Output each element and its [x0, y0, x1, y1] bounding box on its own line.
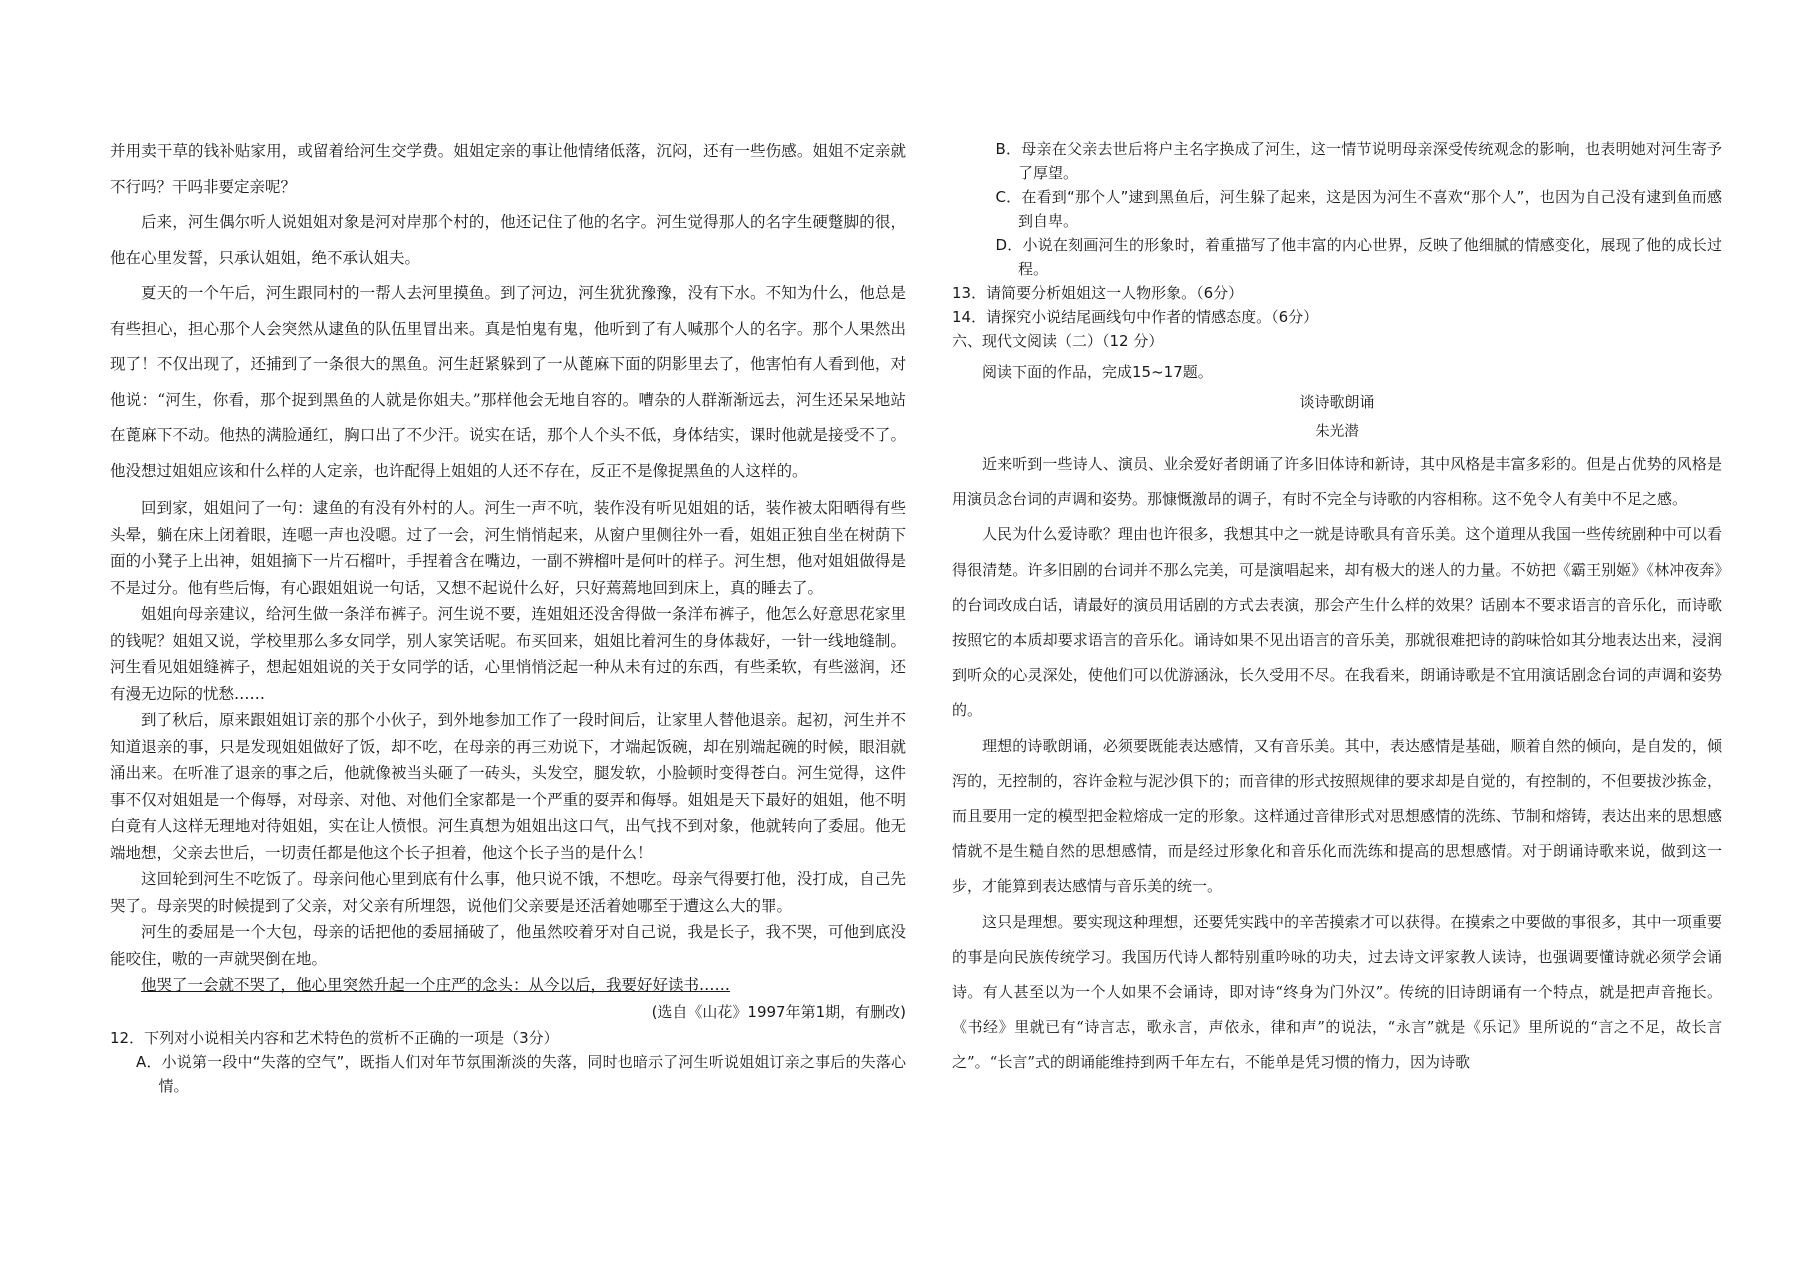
- left-column: [110, 134, 906, 1098]
- section-6-heading: 六、现代文阅读（二）（12 分）: [952, 332, 1164, 350]
- story-paragraph-4: 回到家，姐姐问了一句：逮鱼的有没有外村的人。河生一声不吭，装作没有听见姐姐的话，装作被太阳晒得有些头晕，躺在床上闭着眼，连嗯一声也没嗯。过了一会，河生悄悄起来，从窗户里侧往外一看，姐姐正独自坐在树荫下面的小凳子上出神，姐姐摘下一片石榴叶，手捏着含在嘴边，一副不辨榴叶是何叶的样子。河生想，他对姐姐做得是不是过分。他有些后悔，有心跟姐姐说一句话，又想不起说什么好，只好蔫蔫地回到床上，真的睡去了。: [110, 499, 906, 597]
- story-paragraph-8: 河生的委屈是一个大包，母亲的话把他的委屈捅破了，他虽然咬着牙对自己说，我是长子，我不哭，可他到底没能咬住，嗷的一声就哭倒在地。: [110, 923, 906, 968]
- essay-paragraph-3: 理想的诗歌朗诵，必须要既能表达感情，又有音乐美。其中，表达感情是基础，顺着自然的倾向，是自发的，倾泻的，无控制的，容许金粒与泥沙俱下的；而音律的形式按照规律的要求却是自觉的，有控制的，不但要拔沙拣金，而且要用一定的模型把金粒熔成一定的形象。这样通过音律形式对思想感情的洗练、节制和熔铸，表达出来的思想感情就不是生糙自然的思想感情，而是经过形象化和音乐化而洗练和提高的思想感情。对于朗诵诗歌来说，做到这一步，才能算到表达感情与音乐美的统一。: [952, 736, 1722, 896]
- essay-paragraph-1: 近来听到一些诗人、演员、业余爱好者朗诵了许多旧体诗和新诗，其中风格是丰富多彩的。但是占优势的风格是用演员念台词的声调和姿势。那慷慨激昂的调子，有时不完全与诗歌的内容相称。这不免令人有美中不足之感。: [952, 455, 1722, 509]
- story-paragraph-1: 并用卖干草的钱补贴家用，或留着给河生交学费。姐姐定亲的事让他情绪低落，沉闷，还有一些伤感。姐姐不定亲就不行吗？干吗非要定亲呢？: [110, 142, 906, 196]
- story-paragraph-3: 夏天的一个午后，河生跟同村的一帮人去河里摸鱼。到了河边，河生犹犹豫豫，没有下水。不知为什么，他总是有些担心，担心那个人会突然从逮鱼的队伍里冒出来。真是怕鬼有鬼，他听到了有人喊那个人的名字。那个人果然出现了！不仅出现了，还捕到了一条很大的黑鱼。河生赶紧躲到了一从蓖麻下面的阴影里去了，他害怕有人看到他，对他说：“河生，你看，那个捉到黑鱼的人就是你姐夫。”那样他会无地自容的。嘈杂的人群渐渐远去，河生还呆呆地站在蓖麻下不动。他热的满脸通红，胸口出了不少汗。说实在话，那个人个头不低，身体结实，课时他就是接受不了。他没想过姐姐应该和什么样的人定亲，也许配得上姐姐的人还不存在，反正不是像捉黑鱼的人这样的。: [110, 284, 906, 480]
- story-underlined-ending: 他哭了一会就不哭了，他心里突然升起一个庄严的念头：从今以后，我要好好读书……: [141, 976, 731, 994]
- essay-author: 朱光潜: [1315, 424, 1359, 440]
- essay-title: 谈诗歌朗诵: [1299, 393, 1375, 411]
- question-12-option-a: A．小说第一段中“失落的空气”，既指人们对年节氛围渐淡的失落，同时也暗示了河生听说姐姐订亲之事后的失落心情。: [136, 1052, 906, 1095]
- question-12-stem: 12．下列对小说相关内容和艺术特色的赏析不正确的一项是（3分）: [110, 1028, 559, 1047]
- story-paragraph-2: 后来，河生偶尔听人说姐姐对象是河对岸那个村的，他还记住了他的名字。河生觉得那人的名字生硬蹩脚的很，他在心里发誓，只承认姐姐，绝不承认姐夫。: [110, 213, 906, 267]
- right-column: [952, 137, 1722, 1081]
- story-paragraph-5: 姐姐向母亲建议，给河生做一条洋布裤子。河生说不要，连姐姐还没舍得做一条洋布裤子，他怎么好意思花家里的钱呢？姐姐又说，学校里那么多女同学，别人家笑话呢。布买回来，姐姐比着河生的身体裁好，一针一线地缝制。河生看见姐姐缝裤子，想起姐姐说的关于女同学的话，心里悄悄泛起一种从未有过的东西，有些柔软，有些滋润，还有漫无边际的忧愁……: [110, 605, 906, 703]
- story-paragraph-7: 这回轮到河生不吃饭了。母亲问他心里到底有什么事，他只说不饿，不想吃。母亲气得要打他，没打成，自己先哭了。母亲哭的时候提到了父亲，对父亲有所埋怨，说他们父亲要是还活着她哪至于遭这么大的罪。: [110, 870, 906, 915]
- question-12-option-d: D．小说在刻画河生的形象时，着重描写了他丰富的内心世界，反映了他细腻的情感变化，展现了他的成长过程。: [995, 236, 1722, 278]
- reading-instruction: 阅读下面的作品，完成15~17题。: [982, 363, 1213, 381]
- question-14: 14．请探究小说结尾画线句中作者的情感态度。（6分）: [952, 308, 1319, 326]
- essay-paragraph-2: 人民为什么爱诗歌？理由也许很多，我想其中之一就是诗歌具有音乐美。这个道理从我国一些传统剧种中可以看得很清楚。许多旧剧的台词并不那么完美，可是演唱起来，却有极大的迷人的力量。不妨把《霸王别姬》《林冲夜奔》的台词改成白话，请最好的演员用话剧的方式去表演，那会产生什么样的效果？话剧本不要求语言的音乐化，而诗歌按照它的本质却要求语言的音乐化。诵诗如果不见出语言的音乐美，那就很难把诗的韵味恰如其分地表达出来，浸润到听众的心灵深处，使他们可以优游涵泳，长久受用不尽。在我看来，朗诵诗歌是不宜用演话剧念台词的声调和姿势的。: [952, 525, 1722, 720]
- story-source: (选自《山花》1997年第1期，有删改): [651, 1002, 906, 1021]
- question-12-option-b: B．母亲在父亲去世后将户主名字换成了河生，这一情节说明母亲深受传统观念的影响，也表明她对河生寄予了厚望。: [995, 140, 1722, 182]
- essay-paragraph-4: 这只是理想。要实现这种理想，还要凭实践中的辛苦摸索才可以获得。在摸索之中要做的事很多，其中一项重要的事是向民族传统学习。我国历代诗人都特别重吟咏的功夫，过去诗文评家教人读诗，也强调要懂诗就必须学会诵诗。有人甚至以为一个人如果不会诵诗，即对诗“终身为门外汉”。传统的旧诗朗诵有一个特点，就是把声音拖长。《书经》里就已有“诗言志，歌永言，声依永，律和声”的说法，“永言”就是《乐记》里所说的“言之不足，故长言之”。“长言”式的朗诵能维持到两千年左右，不能单是凭习惯的惰力，因为诗歌: [952, 912, 1722, 1072]
- question-13: 13．请简要分析姐姐这一人物形象。（6分）: [952, 284, 1244, 302]
- story-paragraph-6: 到了秋后，原来跟姐姐订亲的那个小伙子，到外地参加工作了一段时间后，让家里人替他退亲。起初，河生并不知道退亲的事，只是发现姐姐做好了饭，却不吃，在母亲的再三劝说下，才端起饭碗，却在别端起碗的时候，眼泪就涌出来。在听准了退亲的事之后，他就像被当头砸了一砖头，头发空，腿发软，小脸顿时变得苍白。河生觉得，这件事不仅对姐姐是一个侮辱，对母亲、对他、对他们全家都是一个严重的耍弄和侮辱。姐姐是天下最好的姐姐，他不明白竟有人这样无理地对待姐姐，实在让人愤恨。河生真想为姐姐出这口气，出气找不到对象，他就转向了委屈。他无端地想，父亲去世后，一切责任都是他这个长子担着，他这个长子当的是什么！: [110, 711, 906, 862]
- question-12-option-c: C．在看到“那个人”逮到黑鱼后，河生躲了起来，这是因为河生不喜欢“那个人”，也因为自己没有逮到鱼而感到自卑。: [995, 188, 1722, 230]
